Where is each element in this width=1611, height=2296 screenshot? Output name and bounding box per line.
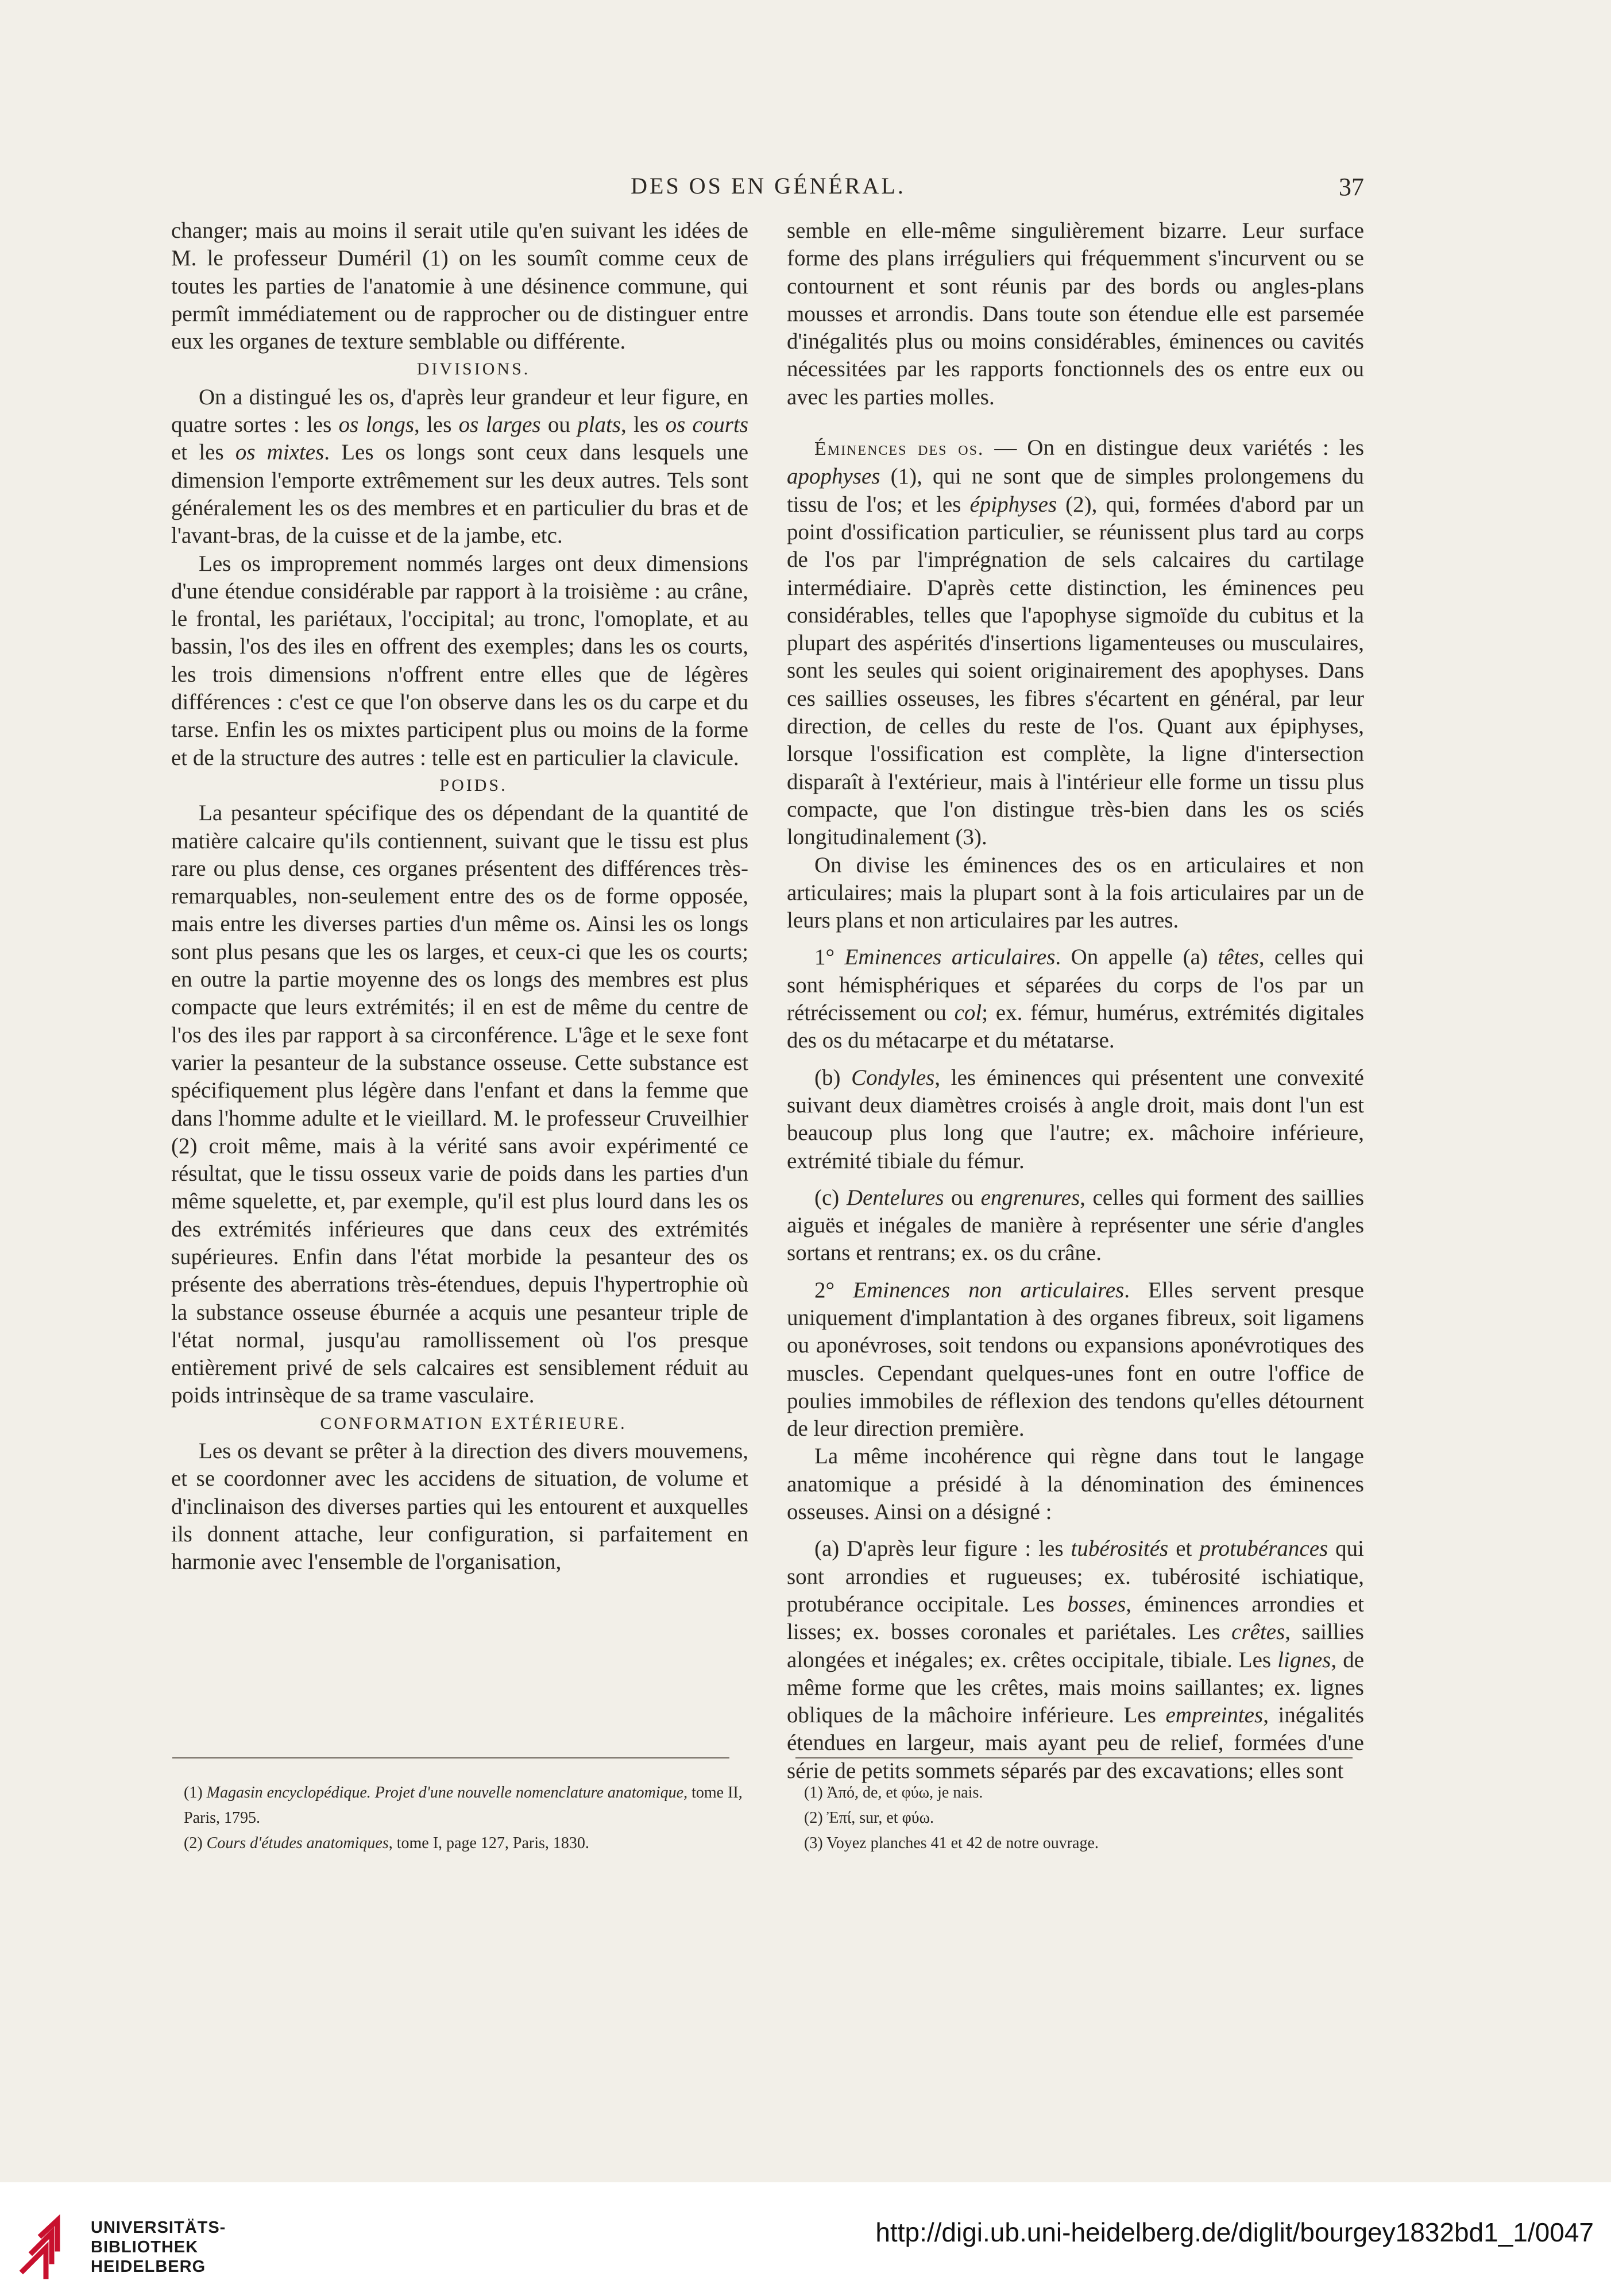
paragraph: semble en elle-même singulièrement bizarre. Leur surface forme des plans irréguliers qui fréquemment s'incurvent ou se contournent et sont réunis par des bords ou angles-plans mousses et arrondis. Dans toute son étendue elle est parsemée d'inégalités plus ou moins considérables, éminences ou cavités nécessitées par les rapports fonctionnels des os entre eux ou avec les parties molles.	[787, 218, 1364, 409]
paragraph: (b) Condyles, les éminences qui présentent une convexité suivant deux diamètres croisés à angle droit, mais dont l'un est beaucoup plus long que l'autre; ex. mâchoire inférieure, extrémité tibiale du fémur.	[787, 1065, 1364, 1173]
footnote-divider-left	[172, 1757, 729, 1758]
paragraph: (c) Dentelures ou engrenures, celles qui forment des saillies aiguës et inégales de manière à représenter une série d'angles sortans et rentrans; ex. os du crâne.	[787, 1185, 1364, 1266]
paragraph: La même incohérence qui règne dans tout le langage anatomique a présidé à la dénomination des éminences osseuses. Ainsi on a désigné :	[787, 1444, 1364, 1525]
page-header	[172, 172, 1364, 207]
paragraph: 2° Eminences non articulaires. Elles servent presque uniquement d'implantation à des organes fibreux, soit ligamens ou aponévroses, soit tendons ou expansions aponévrotiques des muscles. Cependant quelques-unes font en outre l'office de poulies immobiles de réflexion des tendons qu'elles détournent de leur direction première.	[787, 1277, 1364, 1441]
library-name: UNIVERSITÄTS- BIBLIOTHEK HEIDELBERG	[91, 2218, 226, 2276]
paragraph: On divise les éminences des os en articulaires et non articulaires; mais la plupart sont à la fois articulaires par un de leurs plans et non articulaires par les autres.	[787, 852, 1364, 933]
paragraph: 1° Eminences articulaires. On appelle (a) têtes, celles qui sont hémisphériques et séparées du corps de l'os par un rétrécissement ou col; ex. fémur, humérus, extrémités digitales des os du métacarpe et du métatarse.	[787, 945, 1364, 1053]
footnote: (2) Ἐπί, sur, et φύω.	[804, 1809, 934, 1827]
section-heading-poids: POIDS.	[439, 775, 508, 795]
section-heading-conformation: CONFORMATION EXTÉRIEURE.	[320, 1413, 627, 1433]
paragraph: (a) D'après leur figure : les tubérosités et protubérances qui sont arrondies et rugueuses; ex. tubérosité ischiatique, protubérance occipitale. Les bosses, éminences arrondies et lisses; ex. bosses coronales et pariétales. Les crêtes, saillies alongées et inégales; ex. crêtes occipitale, tibiale. Les lignes, de même forme que les crêtes, mais moins saillantes; ex. lignes obliques de la mâchoire inférieure. Les empreintes, inégalités étendues en largeur, mais ayant peu de relief, formées d'une série de petits sommets séparés par des excavations; elles sont	[787, 1536, 1364, 1783]
footnote: (2) Cours d'études anatomiques, tome I, page 127, Paris, 1830.	[184, 1834, 589, 1852]
page-number: 37	[1339, 173, 1364, 201]
section-heading-divisions: DIVISIONS.	[416, 360, 531, 379]
footnotes-left	[184, 1780, 758, 1856]
footnotes-right	[804, 1780, 1378, 1856]
university-library-logo-icon[interactable]	[15, 2216, 84, 2285]
running-title: DES OS EN GÉNÉRAL.	[631, 173, 906, 199]
paragraph: La pesanteur spécifique des os dépendant de la quantité de matière calcaire qu'ils contiennent, suivant que le tissu est plus rare ou plus dense, ces organes présentent des différences très-remarquables, non-seulement entre des os de forme opposée, mais entre les diverses parties d'un même os. Ainsi les os longs sont plus pesans que les os larges, et ceux-ci que les os courts; en outre la partie moyenne des os longs des membres est plus compacte que leurs extrémités; il en est de même du centre de l'os des iles par rapport à sa circonférence. L'âge et le sexe font varier la pesanteur de la substance osseuse. Cette substance est spécifiquement plus légère dans l'enfant et dans la femme que dans l'homme adulte et le vieillard. M. le professeur Cruveilhier (2) croit même, mais à la vérité sans avoir expérimenté ce résultat, que le tissu osseux varie de poids dans les parties d'un même squelette, et, par exemple, qu'il est plus lourd dans les os des extrémités inférieures que dans ceux des extrémités supérieures. Enfin dans l'état morbide la pesanteur des os présente des aberrations très-étendues, depuis l'hypertrophie où la substance osseuse éburnée a acquis une pesanteur triple de l'état normal, jusqu'au ramollissement où l'os presque entièrement privé de sels calcaires est sensiblement réduit au poids intrinsèque de sa trame vasculaire.	[171, 801, 748, 1408]
footnote: (1) Ἀπό, de, et φύω, je nais.	[804, 1784, 983, 1802]
paragraph: changer; mais au moins il serait utile qu'en suivant les idées de M. le professeur Duméril (1) on les soumît comme ceux de toutes les parties de l'anatomie à une désinence commune, qui permît immédiatement ou de rapprocher ou de distinguer entre eux les organes de texture semblable ou différente.	[171, 218, 748, 354]
permalink-url[interactable]: http://digi.ub.uni-heidelberg.de/diglit/bourgey1832bd1_1/0047	[875, 2217, 1594, 2247]
left-column	[171, 217, 748, 1722]
paragraph: Les os devant se prêter à la direction des divers mouvemens, et se coordonner avec les accidens de situation, de volume et d'inclinaison des diverses parties qui les entourent et auxquelles ils donnent attache, leur configuration, si parfaitement en harmonie avec l'ensemble de l'organisation,	[171, 1439, 748, 1575]
right-column	[787, 217, 1365, 1783]
footnote: (1) Magasin encyclopédique. Projet d'une nouvelle nomenclature anatomique, tome II, Paris, 1795.	[184, 1784, 743, 1827]
viewer-footer	[0, 2182, 1611, 2296]
paragraph: On a distingué les os, d'après leur grandeur et leur figure, en quatre sortes : les os longs, les os larges ou plats, les os courts et les os mixtes. Les os longs sont ceux dans lesquels une dimension l'emporte extrêmement sur les deux autres. Tels sont généralement les os des membres et en particulier du bras et de l'avant-bras, de la cuisse et de la jambe, etc.	[171, 384, 748, 548]
footnote-divider-right	[795, 1757, 1353, 1758]
paragraph: Les os improprement nommés larges ont deux dimensions d'une étendue considérable par rapport à la troisième : au crâne, le frontal, les pariétaux, l'occipital; au tronc, l'omoplate, et au bassin, l'os des iles en offrent des exemples; dans les os courts, les trois dimensions n'offrent entre elles que de légères différences : c'est ce que l'on observe dans les os du carpe et du tarse. Enfin les os mixtes participent plus ou moins de la forme et de la structure des autres : telle est en particulier la clavicule.	[171, 551, 748, 770]
footnote: (3) Voyez planches 41 et 42 de notre ouvrage.	[804, 1834, 1099, 1852]
paragraph-eminences: Éminences des os. — On en distingue deux variétés : les apophyses (1), qui ne sont que de simples prolongemens du tissu de l'os; et les épiphyses (2), qui, formées d'abord par un point d'ossification particulier, se réunissent plus tard au corps de l'os par l'imprégnation de sels calcaires du cartilage intermédiaire. D'après cette distinction, les éminences peu considérables, telles que l'apophyse sigmoïde du cubitus et la plupart des aspérités d'insertions ligamenteuses ou musculaires, sont les seules qui soient originairement des apophyses. Dans ces saillies osseuses, les fibres s'écartent en général, par leur direction, de celles du reste de l'os. Quant aux épiphyses, lorsque l'ossification est complète, la ligne d'intersection disparaît à l'extérieur, mais à l'intérieur elle forme un tissu plus compacte, que l'on distingue très-bien dans les os sciés longitudinalement (3).	[787, 435, 1365, 850]
